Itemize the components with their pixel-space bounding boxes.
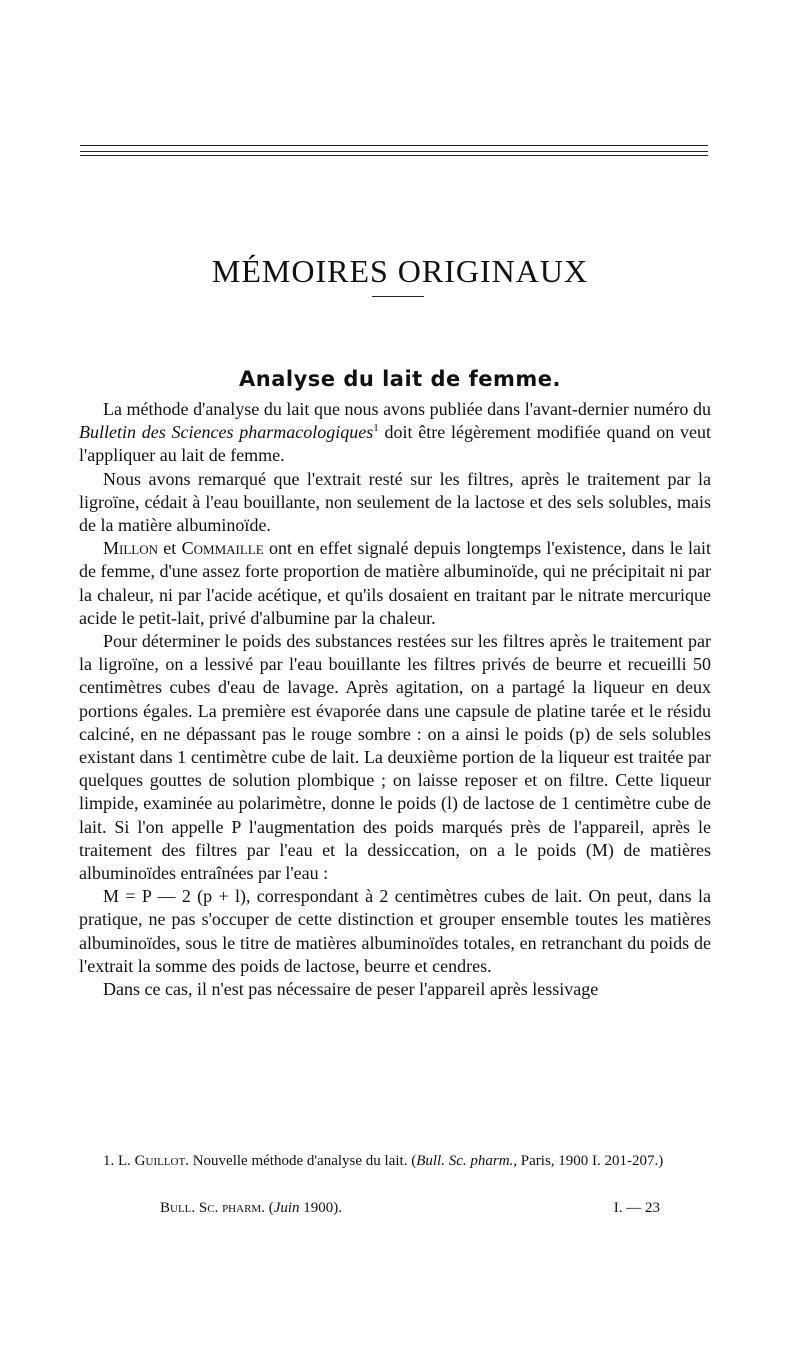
footnote-number: 1. [103, 1153, 115, 1169]
footnote-author: Guillot [134, 1153, 186, 1169]
paragraph-1: La méthode d'analyse du lait que nous avons publiée dans l'avant-dernier numéro du Bulletin des Sciences pharmacologiques$^1$ doit être légèrement modifiée quand on veut l'appliquer au lait de femme. [79, 399, 712, 466]
paragraph-2: Nous avons remarqué que l'extrait resté sur les filtres, après le traitement par la ligroïne, cédait à l'eau bouillante, non seulement de la lactose et des sels solubles, mais de la matière albuminoïde. [79, 468, 711, 536]
page-number: I. — 23 [613, 1200, 660, 1216]
top-rule-middle [80, 151, 708, 152]
top-rule-thick [80, 145, 708, 146]
paragraph-3: Millon et Commaille ont en effet signalé depuis longtemps l'existence, dans le lait de femme, d'une assez forte proportion de matière albuminoïde, qui ne précipitait ni par la chaleur, ni par l'acide acétique, et qu'ils dosaient en traitant par le nitrate mercurique acide le petit-lait, privé d'albumine par la chaleur. [79, 538, 712, 628]
page-footer [160, 1200, 660, 1217]
footnote: 1. L. Guillot. Nouvelle méthode d'analyse du lait. (Bull. Sc. pharm., Paris, 1900 I. 201-207.) [103, 1153, 664, 1169]
author-millon: Millon [103, 538, 158, 559]
top-rule-thin [80, 155, 708, 156]
journal-title: Bulletin des Sciences pharmacologiques [79, 422, 374, 443]
article-body [79, 398, 711, 1001]
heading-divider [372, 296, 424, 297]
paragraph-6: Dans ce cas, il n'est pas nécessaire de peser l'appareil après lessivage [103, 979, 599, 1000]
paragraph-4: Pour déterminer le poids des substances restées sur les filtres après le traitement par la ligroïne, on a lessivé par l'eau bouillante les filtres privés de beurre et recueilli 50 centimètres cubes d'eau de lavage. Après agitation, on a partagé la liqueur en deux portions égales. La première est évaporée dans une capsule de platine tarée et le résidu calciné, en ne dépassant pas le rouge sombre : on a ainsi le poids (p) de sels solubles existant dans 1 centimètre cube de lait. La deuxième portion de la liqueur est traitée par quelques gouttes de solution plombique ; on laisse reposer et on filtre. Cette liqueur limpide, examinée au polarimètre, donne le poids (l) de lactose de 1 centimètre cube de lait. Si l'on appelle P l'augmentation des poids marqués près de l'appareil, après le traitement des filtres par l'eau et la dessiccation, on a le poids (M) de matières albuminoïdes entraînées par l'eau : [79, 631, 711, 884]
footnote-journal: Bull. Sc. pharm. [416, 1153, 514, 1169]
section-heading: MÉMOIRES ORIGINAUX [211, 253, 589, 290]
author-commaille: Commaille [181, 538, 264, 559]
footer-journal-date: Bull. Sc. pharm. (Juin 1900). [160, 1200, 343, 1216]
paragraph-5: M = P — 2 (p + l), correspondant à 2 centimètres cubes de lait. On peut, dans la pratique, ne pas s'occuper de cette distinction et grouper ensemble toutes les matières albuminoïdes, sous le titre de matières albuminoïdes totales, en retranchant du poids de l'extrait la somme des poids de lactose, beurre et cendres. [79, 886, 711, 976]
article-title: Analyse du lait de femme. [239, 367, 561, 392]
footnote-ref: 1 [373, 422, 379, 435]
